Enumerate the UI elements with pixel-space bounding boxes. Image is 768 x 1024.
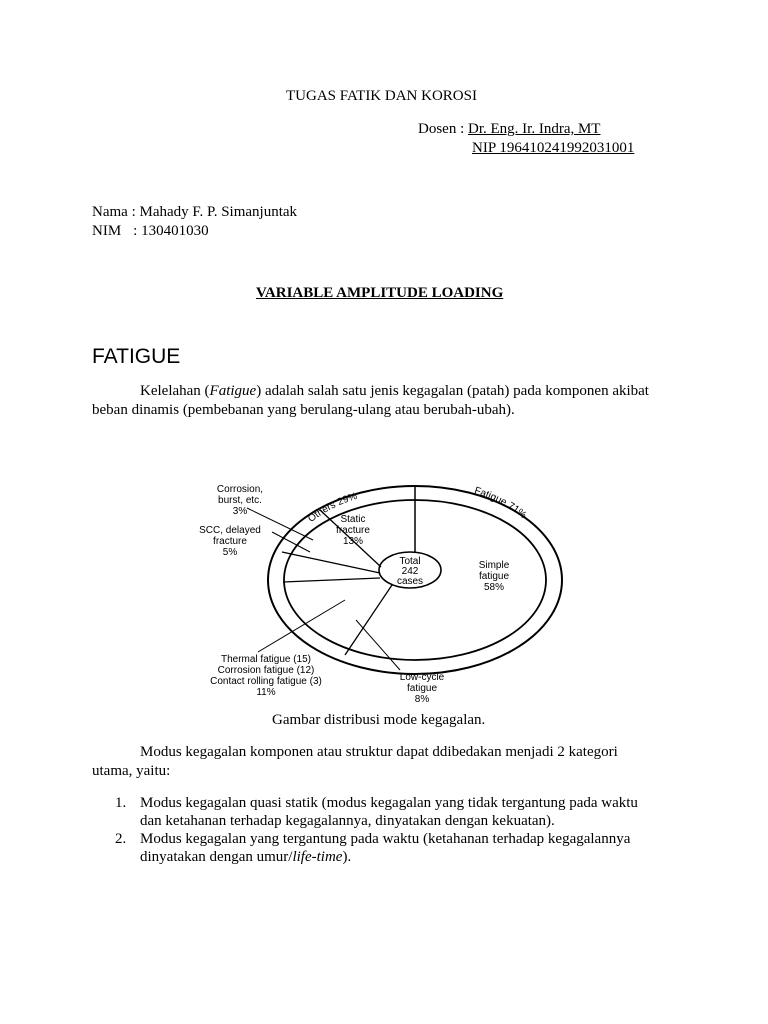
list-item-line-2: dan ketahanan terhadap kegagalannya, dinyatakan dengan kekuatan). (140, 813, 555, 829)
thermal-label-3: Contact rolling fatigue (3) (210, 676, 322, 687)
corrosion-label-3: 3% (232, 506, 248, 517)
lowcycle-label-2: fatigue (406, 683, 438, 694)
list-item-number: 1. (115, 795, 127, 811)
scc-label-3: 5% (222, 547, 238, 558)
list-item-text-end: ). (342, 849, 352, 865)
arc-label-fatigue: Fatigue 71% (473, 485, 529, 522)
divider-scc (282, 552, 380, 573)
list-item-line-1: Modus kegagalan yang tergantung pada waktu (ketahanan terhadap kegagalannya (140, 831, 631, 847)
static-label-3: 13% (342, 536, 364, 547)
failure-mode-distribution-diagram (170, 470, 590, 710)
intro-text-cont: ) adalah salah satu jenis kegagalan (patah) pada komponen akibat (256, 383, 649, 399)
center-count: 242 (401, 566, 419, 577)
intro-line-2: beban dinamis (pembebanan yang berulang-ulang atau berubah-ubah). (92, 402, 515, 418)
arc-label-others: Others 29% (306, 490, 359, 525)
list-item-line-2 (140, 848, 638, 866)
corrosion-label-1: Corrosion, (216, 484, 264, 495)
figure-caption: Gambar distribusi mode kegagalan. (272, 712, 486, 728)
list-item-number: 2. (115, 831, 127, 847)
nim-value: : 130401030 (133, 223, 209, 239)
list-item (115, 794, 638, 830)
divider-thermal (345, 585, 392, 655)
list-item-italic-term: life-time (292, 849, 343, 865)
static-label-2: fracture (336, 525, 370, 536)
nim-label: NIM (92, 223, 122, 239)
leader-lowcycle (356, 620, 400, 670)
intro-italic-term: Fatigue (209, 383, 257, 399)
lowcycle-label-3: 8% (414, 694, 430, 705)
lecturer-nip: NIP 196410241992031001 (472, 140, 635, 156)
assignment-title: TUGAS FATIK DAN KOROSI (286, 88, 477, 104)
simple-label-1: Simple (478, 560, 510, 571)
thermal-label-2: Corrosion fatigue (12) (217, 665, 315, 676)
lecturer-line (418, 120, 600, 138)
thermal-label-1: Thermal fatigue (15) (220, 654, 312, 665)
thermal-label-4: 11% (256, 687, 276, 698)
list-item-line-1: Modus kegagalan quasi statik (modus kegagalan yang tidak tergantung pada waktu (140, 795, 638, 811)
scc-label-1: SCC, delayed (199, 525, 261, 536)
modes-intro-line-1: Modus kegagalan komponen atau struktur dapat ddibedakan menjadi 2 kategori (140, 744, 618, 760)
divider-others (283, 578, 380, 582)
section-heading: FATIGUE (92, 345, 181, 368)
scc-label-2: fracture (213, 536, 247, 547)
list-item-text: dinyatakan dengan umur/ (140, 849, 293, 865)
static-label-1: Static (340, 514, 366, 525)
intro-line-1 (140, 382, 649, 400)
document-title: VARIABLE AMPLITUDE LOADING (256, 285, 504, 301)
leader-scc (272, 532, 310, 552)
center-total: Total (399, 556, 421, 567)
student-nim (92, 222, 209, 240)
list-item (115, 830, 638, 866)
intro-text: Kelelahan ( (140, 383, 210, 399)
student-name: Nama : Mahady F. P. Simanjuntak (92, 204, 298, 220)
leader-thermal (258, 600, 345, 652)
lecturer-label: Dosen : (418, 121, 468, 137)
modes-intro-line-2: utama, yaitu: (92, 763, 171, 779)
lowcycle-label-1: Low-cycle (399, 672, 445, 683)
simple-label-3: 58% (483, 582, 505, 593)
center-cases: cases (396, 576, 424, 587)
simple-label-2: fatigue (478, 571, 510, 582)
corrosion-label-2: burst, etc. (218, 495, 262, 506)
modes-list (115, 794, 638, 866)
lecturer-name: Dr. Eng. Ir. Indra, MT (468, 121, 601, 137)
